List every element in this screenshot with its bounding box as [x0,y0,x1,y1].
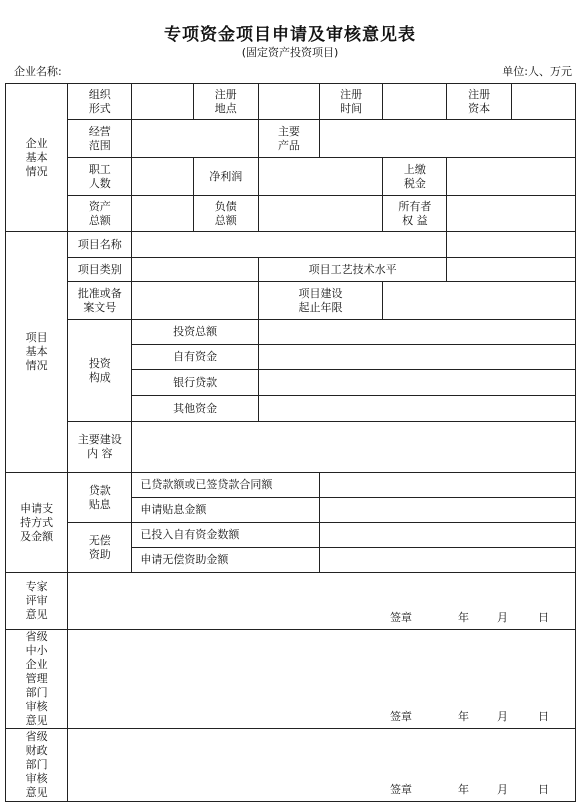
section-expert-review: 专家 评审 意见 [6,573,68,630]
section-sme-review: 省级 中小 企业 管理 部门 审核 意见 [6,630,68,729]
subsidy-amount-value[interactable] [320,498,576,523]
table-row [6,232,576,258]
label-other-funds: 其他资金 [132,396,258,422]
label-net-profit: 净利润 [193,158,258,196]
signature-label: 签章 [390,710,412,723]
section-project: 项目 基本 情况 [6,232,68,473]
table-row [6,120,576,158]
label-business-scope: 经营 范围 [68,120,132,158]
table-row [6,258,576,282]
main-products-value[interactable] [320,120,576,158]
label-reg-time: 注册 时间 [320,84,383,120]
label-grant: 无偿 资助 [68,523,132,573]
reg-capital-value[interactable] [511,84,575,120]
signature-label: 签章 [390,611,412,624]
label-project-category: 项目类别 [68,258,132,282]
signature-line [68,783,575,801]
staff-count-value[interactable] [132,158,193,196]
project-name-value[interactable] [132,232,447,258]
table-row [6,729,576,802]
sme-review-area[interactable] [68,630,576,729]
form-subtitle: (固定资产投资项目) [241,46,339,59]
total-assets-value[interactable] [132,196,193,232]
main-content-value[interactable] [132,422,576,473]
net-profit-value[interactable] [258,158,382,196]
own-invested-value[interactable] [320,523,576,548]
form-title: 专项资金项目申请及审核意见表 [164,25,416,45]
bank-loans-value[interactable] [258,370,575,396]
section-finance-review: 省级 财政 部门 审核 意见 [6,729,68,802]
project-name-extra[interactable] [447,232,576,258]
label-main-products: 主要 产品 [258,120,319,158]
grant-amount-value[interactable] [320,548,576,573]
label-grant-amount: 申请无偿资助金额 [132,548,320,573]
day-label: 日 [538,710,549,723]
table-row [6,523,576,548]
loan-amount-value[interactable] [320,473,576,498]
finance-review-area[interactable] [68,729,576,802]
section-support: 申请支 持方式 及金额 [6,473,68,573]
own-funds-value[interactable] [258,345,575,370]
label-total-investment: 投资总额 [132,320,258,345]
label-own-invested: 已投入自有资金数额 [132,523,320,548]
table-row [6,282,576,320]
label-total-assets: 资产 总额 [68,196,132,232]
signature-line [68,710,575,728]
label-staff-count: 职工 人数 [68,158,132,196]
table-row [6,473,576,498]
label-reg-place: 注册 地点 [193,84,258,120]
label-tech-level: 项目工艺技术水平 [258,258,447,282]
year-label: 年 [458,611,469,624]
section-enterprise: 企业 基本 情况 [6,84,68,232]
other-funds-value[interactable] [258,396,575,422]
application-form-table [5,83,576,802]
total-liabilities-value[interactable] [258,196,382,232]
label-taxes-paid: 上缴 税金 [383,158,447,196]
reg-time-value[interactable] [383,84,447,120]
table-row [6,84,576,120]
project-category-value[interactable] [132,258,258,282]
table-row [6,158,576,196]
label-org-form: 组织 形式 [68,84,132,120]
month-label: 月 [497,783,508,796]
table-row [6,196,576,232]
label-project-name: 项目名称 [68,232,132,258]
label-own-funds: 自有资金 [132,345,258,370]
owners-equity-value[interactable] [447,196,576,232]
label-subsidy-amount: 申请贴息金额 [132,498,320,523]
table-row [6,422,576,473]
expert-review-area[interactable] [68,573,576,630]
month-label: 月 [497,611,508,624]
label-owners-equity: 所有者 权 益 [383,196,447,232]
label-loan-amount: 已贷款额或已签贷款合同额 [132,473,320,498]
table-row [6,630,576,729]
label-bank-loans: 银行贷款 [132,370,258,396]
label-loan-subsidy: 贷款 贴息 [68,473,132,523]
day-label: 日 [538,611,549,624]
year-label: 年 [458,710,469,723]
label-construction-period: 项目建设 起止年限 [258,282,382,320]
signature-line [68,611,575,629]
business-scope-value[interactable] [132,120,258,158]
signature-label: 签章 [390,783,412,796]
day-label: 日 [538,783,549,796]
label-approval-doc: 批准或备 案文号 [68,282,132,320]
table-row [6,573,576,630]
label-total-liabilities: 负债 总额 [193,196,258,232]
tech-level-value[interactable] [447,258,576,282]
unit-label: 单位:人、万元 [502,65,572,78]
total-investment-value[interactable] [258,320,575,345]
label-main-content: 主要建设 内 容 [68,422,132,473]
year-label: 年 [458,783,469,796]
label-reg-capital: 注册 资本 [447,84,511,120]
label-investment: 投资 构成 [68,320,132,422]
construction-period-value[interactable] [383,282,576,320]
approval-doc-value[interactable] [132,282,258,320]
company-name-label: 企业名称: [14,65,62,78]
reg-place-value[interactable] [258,84,319,120]
org-form-value[interactable] [132,84,193,120]
taxes-paid-value[interactable] [447,158,576,196]
table-row [6,320,576,345]
month-label: 月 [497,710,508,723]
